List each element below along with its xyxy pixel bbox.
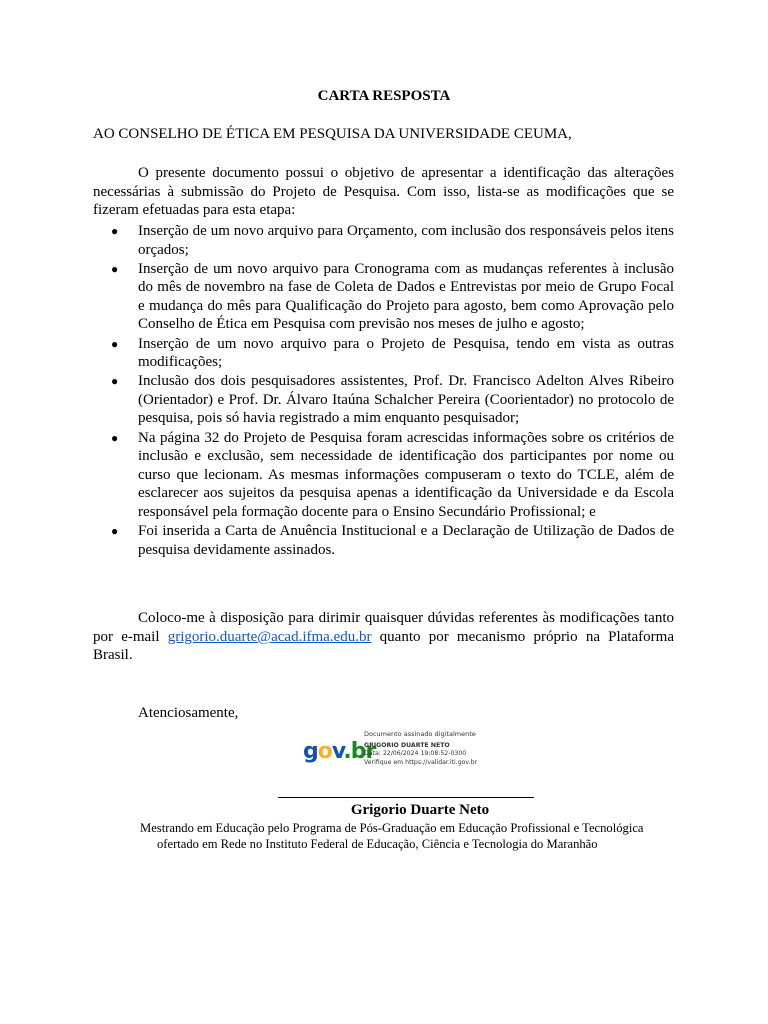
list-item <box>93 522 674 559</box>
signer-credentials <box>140 821 672 852</box>
list-item <box>93 222 674 259</box>
bullet-icon: ● <box>111 261 119 276</box>
list-item-text: Foi inserida a Carta de Anuência Institucional e a Declaração de Utilização de Dados de pesquisa devidamente assinados. <box>138 523 674 558</box>
stamp-date: Data: 22/06/2024 19:08:52-0300 <box>364 750 467 758</box>
letter-addressee: AO CONSELHO DE ÉTICA EM PESQUISA DA UNIVERSIDADE CEUMA, <box>93 126 572 142</box>
closing-text-start: Coloco-me à disposição para dirimir quaisquer dúvidas referentes às modificações tanto por e-mail <box>93 610 674 645</box>
signature-line <box>278 797 534 798</box>
closing-text-end: quanto por mecanismo próprio na Plataforma Brasil. <box>93 628 674 664</box>
regards-text: Atenciosamente, <box>138 705 239 721</box>
list-item-text: Na página 32 do Projeto de Pesquisa foram acrescidas informações sobre os critérios de inclusão e exclusão, sem necessidade de identificação dos participantes por nome ou curso que lecionam. As mesmas informações compuseram o texto do TCLE, além de esclarecer aos sujeitos da pesquisa apenas a identificação da Universidade e da Escola responsável pela formação docente para o Ensino Secundário Profissional; e <box>138 429 674 520</box>
credentials-line-1: Mestrando em Educação pelo Programa de Pós-Graduação em Educação Profissional e Tecnológica <box>140 821 644 835</box>
list-item <box>93 429 674 522</box>
bullet-icon: ● <box>111 224 119 238</box>
stamp-title: Documento assinado digitalmente <box>364 730 476 738</box>
bullet-icon: ● <box>111 336 119 351</box>
list-item <box>93 260 674 334</box>
list-item-text: Inserção de um novo arquivo para Orçamento, com inclusão dos responsáveis pelos itens orçados; <box>138 223 674 258</box>
list-item <box>93 372 674 428</box>
list-item-text: Inserção de um novo arquivo para o Projeto de Pesquisa, tendo em vista as outras modificações; <box>138 335 674 371</box>
list-item-text: Inserção de um novo arquivo para Cronograma com as mudanças referentes à inclusão do mês de novembro na fase de Coleta de Dados e Entrevistas por meio de Grupo Focal e mudança do mês para Qualificação do Projeto para agosto, bem como Aprovação pelo Conselho de Ética em Pesquisa com previsão nos meses de julho e agosto; <box>138 260 674 333</box>
bullet-icon: ● <box>111 524 119 538</box>
credentials-line-2: ofertado em Rede no Instituto Federal de Educação, Ciência e Tecnologia do Maranhão <box>157 836 598 851</box>
digital-signature-stamp <box>303 727 503 775</box>
letter-title: CARTA RESPOSTA <box>317 88 451 104</box>
bullet-icon: ● <box>111 374 119 389</box>
stamp-details <box>364 730 477 767</box>
stamp-verify-url: Verifique em https://validar.iti.gov.br <box>364 758 478 766</box>
intro-paragraph: O presente documento possui o objetivo de apresentar a identificação das alterações necessárias à submissão do Projeto de Pesquisa. Com isso, lista-se as modificações que se fizeram efetuadas para esta etapa: <box>93 165 674 219</box>
list-item <box>93 335 674 372</box>
signer-name: Grigorio Duarte Neto <box>350 802 490 818</box>
stamp-signer-name: GRIGORIO DUARTE NETO <box>364 741 450 749</box>
govbr-logo: gov.br <box>303 739 376 764</box>
bullet-icon: ● <box>111 430 119 445</box>
email-link[interactable]: grigorio.duarte@acad.ifma.edu.br <box>167 628 372 645</box>
modifications-list <box>93 222 674 560</box>
list-item-text: Inclusão dos dois pesquisadores assistentes, Prof. Dr. Francisco Adelton Alves Ribeiro (Orientador) e Prof. Dr. Álvaro Itaúna Schalcher Pereira (Coorientador) no protocolo de pesquisa, pois só havia registrado a mim enquanto pesquisador; <box>138 373 674 427</box>
closing-paragraph <box>93 609 674 665</box>
